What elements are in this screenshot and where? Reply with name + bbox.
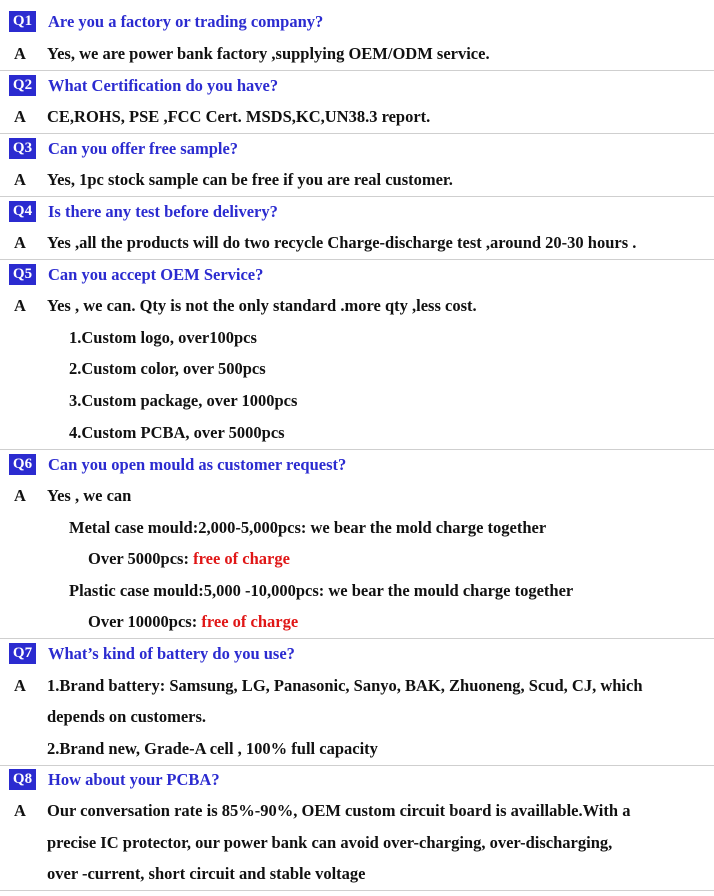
answer-label: A [14, 107, 26, 126]
question-number-badge: Q4 [9, 201, 36, 222]
answer-label: A [14, 801, 26, 820]
question-number-badge: Q1 [9, 11, 36, 32]
question-number-badge: Q8 [9, 769, 36, 790]
question-text: How about your PCBA? [48, 770, 220, 789]
divider [0, 259, 714, 260]
answer-text: precise IC protector, our power bank can avoid over-charging, over-discharging, [47, 833, 613, 852]
divider [0, 133, 714, 134]
oem-item-text: 4.Custom PCBA, over 5000pcs [69, 423, 285, 442]
plastic-mould-text: Plastic case mould:5,000 -10,000pcs: we bear the mould charge together [69, 581, 574, 600]
oem-item-text: 3.Custom package, over 1000pcs [69, 391, 298, 410]
answer-text: Yes , we can [47, 486, 132, 505]
question-text: What’s kind of battery do you use? [48, 644, 295, 663]
answer-text: Yes, we are power bank factory ,supplying OEM/ODM service. [47, 44, 490, 63]
answer-text: Yes, 1pc stock sample can be free if you are real customer. [47, 170, 453, 189]
oem-item-text: 1.Custom logo, over100pcs [69, 328, 257, 347]
divider [0, 638, 714, 639]
answer-text: 1.Brand battery: Samsung, LG, Panasonic, Sanyo, BAK, Zhuoneng, Scud, CJ, which [47, 676, 643, 695]
divider [0, 449, 714, 450]
question-text: Are you a factory or trading company? [48, 12, 324, 31]
question-number-badge: Q5 [9, 264, 36, 285]
question-text: Can you offer free sample? [48, 139, 239, 158]
answer-label: A [14, 170, 26, 189]
answer-text: 2.Brand new, Grade-A cell , 100% full capacity [47, 739, 378, 758]
metal-mould-over [88, 548, 290, 570]
divider [0, 70, 714, 71]
metal-free-text: free of charge [193, 549, 290, 568]
answer-text: depends on customers. [47, 707, 207, 726]
oem-item-text: 2.Custom color, over 500pcs [69, 359, 266, 378]
answer-label: A [14, 233, 26, 252]
answer-label: A [14, 296, 26, 315]
answer-label: A [14, 44, 26, 63]
metal-mould-text: Metal case mould:2,000-5,000pcs: we bear the mold charge together [69, 518, 547, 537]
answer-text: Yes ,all the products will do two recycle Charge-discharge test ,around 20-30 hours . [47, 233, 637, 252]
question-text: Can you open mould as customer request? [48, 455, 347, 474]
question-number-badge: Q7 [9, 643, 36, 664]
answer-label: A [14, 676, 26, 695]
plastic-free-text: free of charge [201, 612, 299, 631]
plastic-mould-over [88, 611, 298, 633]
question-number-badge: Q2 [9, 75, 36, 96]
divider [0, 890, 714, 891]
question-text: Is there any test before delivery? [48, 202, 278, 221]
question-text: Can you accept OEM Service? [48, 265, 264, 284]
question-text: What Certification do you have? [48, 76, 279, 95]
question-number-badge: Q3 [9, 138, 36, 159]
answer-text: Yes , we can. Qty is not the only standard .more qty ,less cost. [47, 296, 477, 315]
divider [0, 196, 714, 197]
metal-over-text: Over 5000pcs: [88, 549, 194, 568]
answer-text: over -current, short circuit and stable voltage [47, 864, 366, 883]
answer-text: Our conversation rate is 85%-90%, OEM custom circuit board is availlable.With a [47, 801, 631, 820]
question-number-badge: Q6 [9, 454, 36, 475]
divider [0, 765, 714, 766]
plastic-over-text: Over 10000pcs: [88, 612, 202, 631]
answer-text: CE,ROHS, PSE ,FCC Cert. MSDS,KC,UN38.3 report. [47, 107, 431, 126]
answer-label: A [14, 486, 26, 505]
